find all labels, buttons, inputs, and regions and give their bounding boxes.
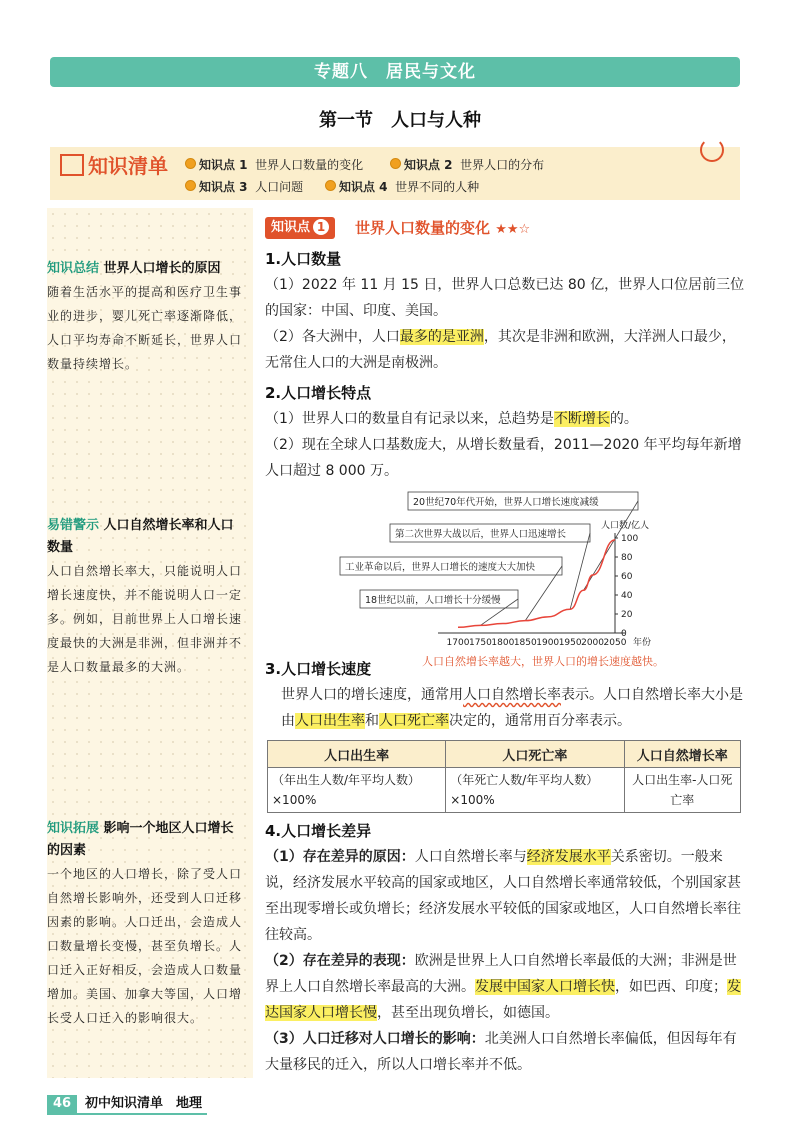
book-title: 初中知识清单 地理 — [85, 1096, 203, 1111]
annotation-text: 工业革命以后，世界人口增长的速度大大加快 — [345, 562, 536, 573]
knowledge-point-1[interactable]: 知识点 1 世界人口数量的变化 — [185, 156, 363, 173]
x-tick-label: 1900 — [536, 638, 560, 648]
x-tick-label: 1850 — [513, 638, 537, 648]
table-header: 人口出生率 — [268, 741, 446, 768]
section-title: 第一节 人口与人种 — [319, 110, 481, 131]
footer-divider — [47, 1113, 207, 1115]
summary-body: 随着生活水平的提高和医疗卫生事业的进步，婴儿死亡率逐渐降低，人口平均寿命不断延长，世界人口数量持续增长。 — [47, 285, 243, 371]
annotation-text: 20世纪70年代开始，世界人口增长速度减缓 — [413, 497, 599, 508]
extend-body: 一个地区的人口增长，除了受人口自然增长影响外，还受到人口迁移因素的影响。人口迁出，会造成人口数量增长变慢，甚至负增长。人口迁入正好相反，会造成人口数量增加。美国、加拿大等国，人口增长受人口迁入的影响很大。 — [47, 867, 243, 1025]
y-axis-label: 人口数/亿人 — [601, 521, 650, 531]
bullet-icon — [185, 158, 196, 169]
y-tick-label: 20 — [621, 610, 633, 620]
sidebar-extend — [47, 818, 245, 1030]
table-header: 人口自然增长率 — [624, 741, 740, 768]
section-4-heading: 4.人口增长差异 — [265, 822, 372, 840]
bullet-icon — [390, 158, 401, 169]
section-4-p1: （1）存在差异的原因：人口自然增长率与经济发展水平关系密切。一般来说，经济发展水平较高的国家或地区，人口自然增长率通常较低，个别国家甚至出现零增长或负增长；经济发展水平较低的国家或地区，人口自然增长率往往较高。 — [265, 849, 741, 943]
warning-body: 人口自然增长率大，只能说明人口增长速度快，并不能说明人口一定多。例如，目前世界上人口增长速度最快的大洲是非洲，但非洲并不是人口数量最多的大洲。 — [47, 564, 243, 674]
summary-title: 世界人口增长的原因 — [103, 261, 221, 276]
extend-title: 影响一个地区人口增长的因素 — [47, 821, 234, 858]
population-growth-chart — [330, 488, 750, 673]
annotation-leader — [570, 533, 590, 609]
y-tick-label: 40 — [621, 591, 633, 601]
section-3 — [265, 656, 745, 734]
x-tick-label: 2050 — [603, 638, 627, 648]
x-axis-label: 年份 — [633, 638, 652, 648]
section-2-p2: （2）现在全球人口基数庞大，从增长数量看，2011—2020 年平均每年新增人口超过 8 000 万。 — [265, 437, 742, 479]
x-tick-label: 2000 — [581, 638, 605, 648]
bullet-icon — [185, 180, 196, 191]
x-tick-label: 1950 — [558, 638, 582, 648]
x-tick-label: 1800 — [491, 638, 515, 648]
knowledge-list-title: 知识清单 — [60, 150, 168, 179]
section-1-p1: （1）2022 年 11 月 15 日，世界人口总数已达 80 亿，世界人口位居前三位的国家：中国、印度、美国。 — [265, 277, 745, 319]
knowledge-point-2[interactable]: 知识点 2 世界人口的分布 — [390, 156, 544, 173]
population-line — [458, 540, 615, 627]
section-1 — [265, 246, 745, 376]
section-2 — [265, 380, 745, 484]
x-tick-label: 1750 — [468, 638, 492, 648]
annotation-text: 第二次世界大战以后，世界人口迅速增长 — [395, 529, 567, 540]
sidebar-warning — [47, 515, 245, 679]
rate-table — [267, 740, 741, 813]
warning-tag: 易错警示 — [47, 518, 100, 533]
section-2-p1: （1）世界人口的数量自有记录以来，总趋势是不断增长的。 — [265, 411, 638, 427]
chart-note: 人口自然增长率越大，世界人口的增长速度越快。 — [422, 655, 664, 668]
bullet-icon — [325, 180, 336, 191]
table-cell: 人口出生率-人口死亡率 — [624, 768, 740, 813]
annotation-text: 18世纪以前，人口增长十分缓慢 — [365, 595, 501, 606]
checkbox-icon — [60, 154, 84, 176]
section-2-heading: 2.人口增长特点 — [265, 384, 372, 402]
section-4-p2: （2）存在差异的表现：欧洲是世界上人口自然增长率最低的大洲；非洲是世界上人口自然增长率最高的大洲。发展中国家人口增长快，如巴西、印度；发达国家人口增长慢，甚至出现负增长，如德国。 — [265, 953, 741, 1021]
section-4 — [265, 818, 745, 1078]
knowledge-point-4[interactable]: 知识点 4 世界不同的人种 — [325, 178, 479, 195]
topic-banner — [50, 57, 740, 87]
kp1-title: 世界人口数量的变化 ★★☆ — [355, 219, 531, 237]
section-4-p3: （3）人口迁移对人口增长的影响：北美洲人口自然增长率偏低，但因每年有大量移民的迁入，所以人口增长率并不低。 — [265, 1031, 737, 1073]
y-tick-label: 80 — [621, 553, 633, 563]
section-3-p1: 世界人口的增长速度，通常用人口自然增长率表示。人口自然增长率大小是由人口出生率和人口死亡率决定的，通常用百分率表示。 — [281, 687, 743, 729]
section-1-heading: 1.人口数量 — [265, 250, 342, 268]
table-header: 人口死亡率 — [446, 741, 624, 768]
warning-title: 人口自然增长率和人口数量 — [47, 518, 234, 555]
swirl-icon — [700, 138, 724, 162]
sidebar-summary — [47, 258, 245, 376]
difficulty-stars-icon: ★★☆ — [495, 222, 531, 237]
kp1-label: 知识点 1 — [265, 217, 335, 239]
y-tick-label: 0 — [621, 629, 627, 639]
page-number: 46 — [47, 1095, 77, 1113]
section-1-p2: （2）各大洲中，人口最多的是亚洲，其次是非洲和欧洲，大洋洲人口最少，无常住人口的大洲是南极洲。 — [265, 329, 736, 371]
y-tick-label: 60 — [621, 572, 633, 582]
topic-title: 专题八 居民与文化 — [314, 62, 476, 82]
table-cell: （年出生人数/年平均人数）×100% — [268, 768, 446, 813]
knowledge-point-3[interactable]: 知识点 3 人口问题 — [185, 178, 303, 195]
section-3-heading: 3.人口增长速度 — [265, 660, 372, 678]
extend-tag: 知识拓展 — [47, 821, 100, 836]
summary-tag: 知识总结 — [47, 261, 100, 276]
x-tick-label: 1700 — [446, 638, 470, 648]
table-cell: （年死亡人数/年平均人数）×100% — [446, 768, 624, 813]
y-tick-label: 100 — [621, 534, 639, 544]
